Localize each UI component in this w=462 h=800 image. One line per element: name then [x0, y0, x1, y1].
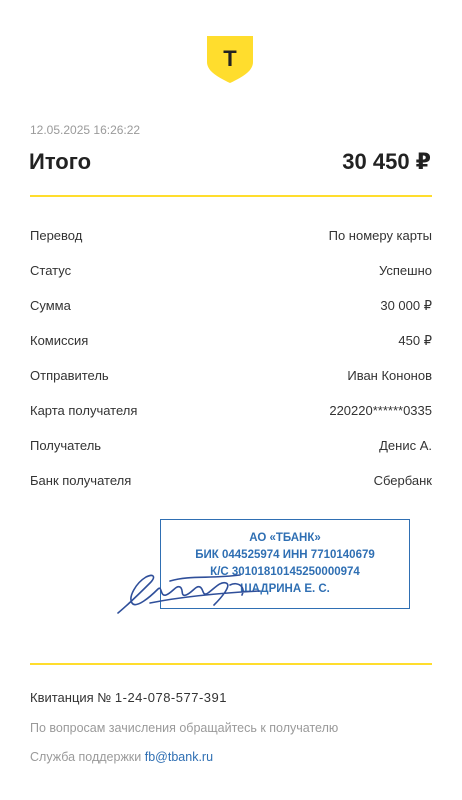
detail-row-recipient — [30, 428, 432, 463]
detail-label: Комиссия — [30, 333, 89, 348]
detail-label: Карта получателя — [30, 403, 138, 418]
detail-row-transfer — [30, 218, 432, 253]
logo-letter: T — [223, 46, 237, 71]
detail-row-recipient-bank — [30, 463, 432, 498]
recipient-note: По вопросам зачисления обращайтесь к получателю — [30, 721, 339, 735]
detail-value: Денис А. — [379, 438, 432, 453]
support-email-link[interactable]: fb@tbank.ru — [144, 750, 214, 764]
detail-value: 220220******0335 — [329, 403, 432, 418]
transaction-datetime: 12.05.2025 16:26:22 — [30, 123, 141, 137]
bank-stamp-area — [110, 515, 415, 630]
stamp-bank-name: АО «ТБАНК» — [249, 532, 321, 544]
receipt-number — [30, 690, 227, 705]
signature-icon — [110, 545, 310, 625]
detail-row-commission — [30, 323, 432, 358]
stamp-signer: ШАДРИНА Е. С. — [240, 583, 330, 595]
detail-value: 30 000 ₽ — [380, 297, 432, 313]
divider-bottom — [30, 663, 432, 665]
detail-value: По номеру карты — [328, 228, 432, 243]
support-line — [30, 750, 213, 764]
receipt-number-value: 1-24-078-577-391 — [114, 690, 227, 705]
detail-value: Сбербанк — [373, 473, 432, 488]
detail-label: Банк получателя — [30, 473, 132, 488]
detail-row-amount — [30, 288, 432, 323]
stamp-bik-inn: БИК 044525974 ИНН 7710140679 — [195, 549, 375, 561]
support-label: Служба поддержки — [30, 750, 142, 764]
detail-label: Отправитель — [30, 368, 109, 383]
divider-top — [30, 195, 432, 197]
detail-label: Получатель — [30, 438, 102, 453]
detail-value: 450 ₽ — [398, 332, 432, 348]
detail-label: Статус — [30, 263, 72, 278]
detail-row-sender — [30, 358, 432, 393]
detail-label: Сумма — [30, 298, 71, 313]
detail-row-recipient-card — [30, 393, 432, 428]
receipt-label: Квитанция № — [30, 690, 112, 705]
detail-value: Успешно — [379, 263, 432, 278]
details-list — [30, 218, 432, 498]
total-label: Итого — [29, 149, 92, 174]
detail-label: Перевод — [30, 228, 83, 243]
detail-row-status — [30, 253, 432, 288]
tbank-logo-icon — [205, 34, 255, 84]
detail-value: Иван Кононов — [347, 368, 432, 383]
stamp-account: К/С 30101810145250000974 — [210, 566, 360, 578]
total-amount: 30 450 ₽ — [342, 149, 431, 174]
